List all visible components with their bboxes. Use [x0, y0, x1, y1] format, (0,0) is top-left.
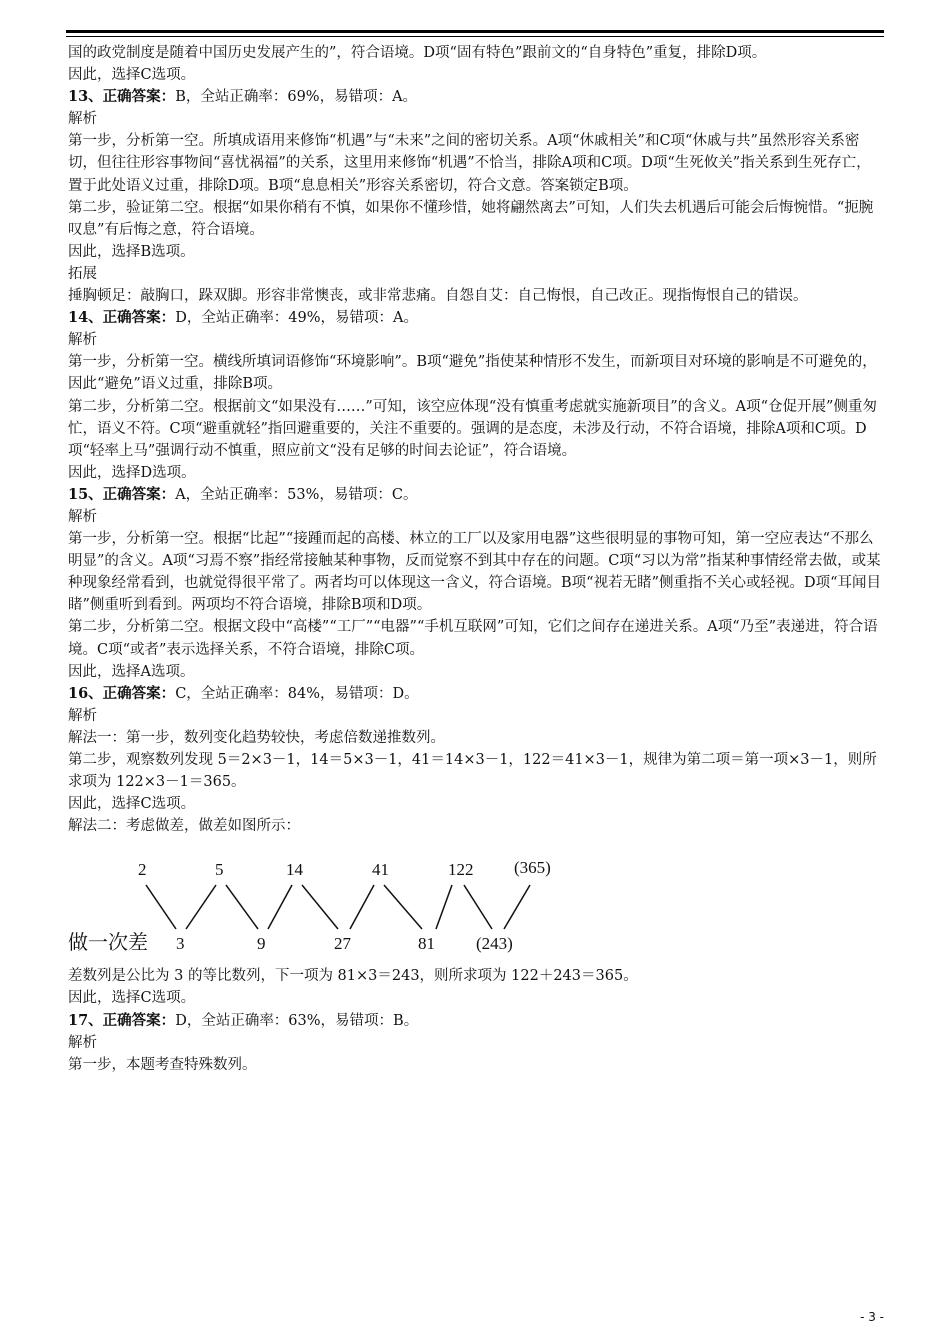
row-label: 做一次差 — [68, 930, 148, 955]
paragraph: 因此，选择C选项。 — [68, 67, 196, 84]
paragraph: 第二步，分析第二空。根据前文“如果没有……”可知，该空应体现“没有慎重考虑就实施新项目”的含义。A项“仓促开展”侧重匆忙，语义不符。C项“避重就轻”指回避重要的，关注不重要的。强调的是态度，未涉及行动，不符合语境，排除A项和C项。D项“轻率上马”强调行动不慎重，照应前文“没有足够的时间去论证”，符合语境。 — [68, 398, 877, 459]
question-17-answer: 17、正确答案：D，全站正确率：63%，易错项：B。 — [68, 1011, 419, 1029]
diff-connector — [226, 885, 258, 929]
question-16-answer: 16、正确答案：C，全站正确率：84%，易错项：D。 — [68, 684, 419, 702]
diff-connector — [436, 885, 452, 929]
paragraph: 因此，选择C选项。 — [68, 796, 196, 813]
diff-connector — [384, 885, 422, 929]
paragraph: 第一步，分析第一空。所填成语用来修饰“机遇”与“未来”之间的密切关系。A项“休戚相关”和C项“休戚与共”虽然形容关系密切，但往往形容事物间“喜忧祸福”的关系，这里用来修饰“机遇”不恰当，排除A项和C项。D项“生死攸关”指关系到生死存亡，置于此处语义过重，排除D项。B项“息息相关”形容关系密切，符合文意。答案锁定B项。 — [68, 133, 871, 194]
difference-figure — [68, 837, 884, 965]
diff-term: 27 — [334, 934, 351, 954]
diff-connector — [268, 885, 292, 929]
paragraph: 解析 — [68, 111, 97, 128]
top-term: (365) — [514, 858, 551, 878]
paragraph: 因此，选择C选项。 — [68, 990, 196, 1007]
paragraph: 解析 — [68, 332, 97, 349]
paragraph: 解法二：考虑做差，做差如图所示： — [68, 818, 300, 835]
diff-term: 3 — [176, 934, 185, 954]
document-body — [68, 42, 884, 1076]
paragraph: 第二步，分析第二空。根据文段中“高楼”“工厂”“电器”“手机互联网”可知，它们之间存在递进关系。A项“乃至”表递进，符合语境。C项“或者”表示选择关系，不符合语境，排除C项。 — [68, 619, 878, 658]
paragraph: 解析 — [68, 707, 97, 724]
diff-term: (243) — [476, 934, 513, 954]
top-term: 5 — [215, 860, 224, 880]
paragraph: 因此，选择A选项。 — [68, 663, 195, 680]
header-rule-thick — [66, 30, 884, 33]
top-term: 41 — [372, 860, 389, 880]
question-14-answer: 14、正确答案：D，全站正确率：49%，易错项：A。 — [68, 309, 419, 327]
paragraph: 解析 — [68, 508, 97, 525]
paragraph: 第一步，分析第一空。横线所填词语修饰“环境影响”。B项“避免”指使某种情形不发生，而新项目对环境的影响是不可避免的，因此“避免”语义过重，排除B项。 — [68, 354, 877, 393]
top-term: 2 — [138, 860, 147, 880]
page-number: - 3 - — [860, 1310, 884, 1324]
question-13-answer: 13、正确答案：B，全站正确率：69%，易错项：A。 — [68, 88, 418, 106]
diff-connector — [464, 885, 492, 929]
diff-connector — [146, 885, 176, 929]
paragraph: 解析 — [68, 1034, 97, 1051]
diff-term: 9 — [257, 934, 266, 954]
paragraph: 第二步，验证第二空。根据“如果你稍有不慎，如果你不懂珍惜，她将翩然离去”可知，人们失去机遇后可能会后悔惋惜。“扼腕叹息”有后悔之意，符合语境。 — [68, 199, 874, 238]
question-15-answer: 15、正确答案：A，全站正确率：53%，易错项：C。 — [68, 485, 418, 503]
diff-connector — [302, 885, 338, 929]
paragraph: 第二步，观察数列发现 5＝2×3－1，14＝5×3－1，41＝14×3－1，122＝41×3－1，规律为第二项＝第一项×3－1，则所求项为 122×3－1＝365。 — [68, 752, 877, 791]
paragraph: 拓展 — [68, 265, 97, 282]
paragraph: 捶胸顿足：敲胸口，跺双脚。形容非常懊丧，或非常悲痛。自怨自艾：自己悔恨，自己改正。现指悔恨自己的错误。 — [68, 288, 808, 305]
paragraph: 第一步，本题考查特殊数列。 — [68, 1056, 257, 1073]
diff-connector — [350, 885, 374, 929]
paragraph: 因此，选择B选项。 — [68, 243, 195, 260]
paragraph: 解法一：第一步，数列变化趋势较快，考虑倍数递推数列。 — [68, 729, 445, 746]
paragraph: 国的政党制度是随着中国历史发展产生的”，符合语境。D项“固有特色”跟前文的“自身特色”重复，排除D项。 — [68, 45, 767, 61]
top-term: 14 — [286, 860, 303, 880]
paragraph: 差数列是公比为 3 的等比数列，下一项为 81×3＝243，则所求项为 122＋243＝365。 — [68, 968, 638, 985]
paragraph: 因此，选择D选项。 — [68, 464, 196, 481]
diff-connector — [186, 885, 216, 929]
header-rule-thin — [66, 36, 884, 37]
top-term: 122 — [448, 860, 474, 880]
diff-connector — [504, 885, 530, 929]
paragraph: 第一步，分析第一空。根据“比起”“接踵而起的高楼、林立的工厂以及家用电器”这些很明显的事物可知，第一空应表达“不那么明显”的含义。A项“习焉不察”指经常接触某种事物，反而觉察不到其中存在的问题。C项“习以为常”指某种事情经常去做，或某种现象经常看到，也就觉得很平常了。两者均可以体现这一含义，符合语境。B项“视若无睹”侧重指不关心或轻视。D项“耳闻目睹”侧重听到看到。两项均不符合语境，排除B项和D项。 — [68, 531, 882, 614]
diff-term: 81 — [418, 934, 435, 954]
